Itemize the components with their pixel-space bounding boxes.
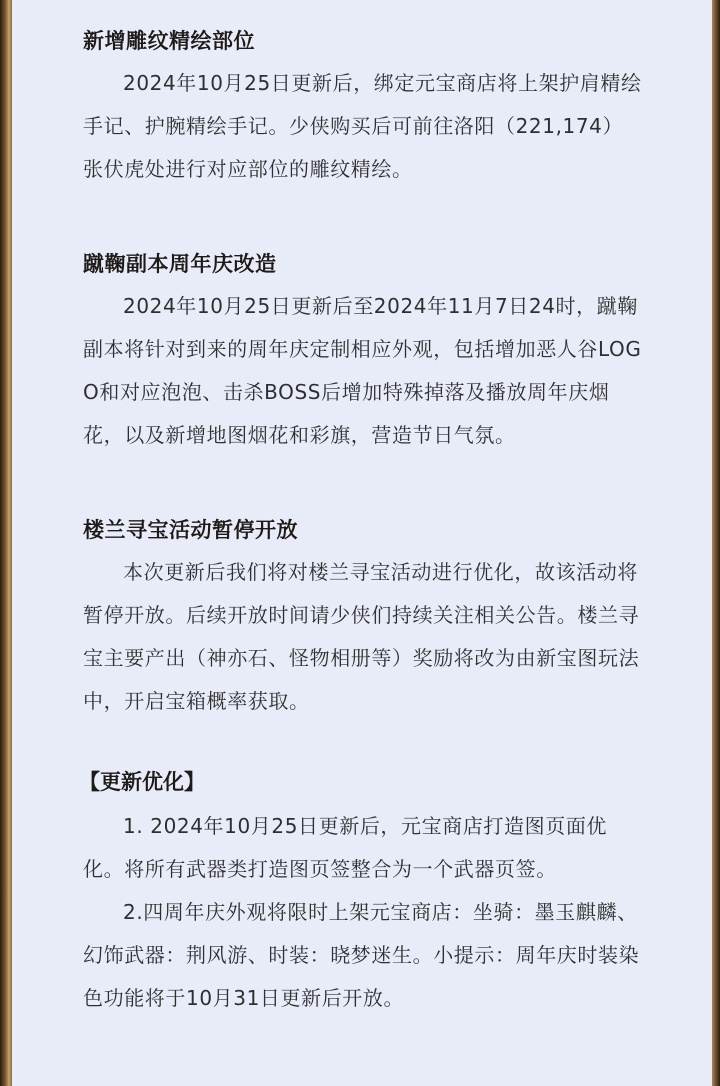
section-paragraph: 2024年10月25日更新后，绑定元宝商店将上架护肩精绘手记、护腕精绘手记。少侠购买后可前往洛阳（221,174）张伏虎处进行对应部位的雕纹精绘。 — [83, 71, 642, 181]
section-paragraph: 2024年10月25日更新后至2024年11月7日24时，蹴鞠副本将针对到来的周年庆定制相应外观，包括增加恶人谷LOGO和对应泡泡、击杀BOSS后增加特殊掉落及播放周年庆烟花，以及新增地图烟花和彩旗，营造节日气氛。 — [83, 294, 642, 447]
section-heading: 蹴鞠副本周年庆改造 — [83, 252, 277, 276]
announcement-content — [79, 20, 643, 1072]
announcement-panel[interactable] — [12, 0, 712, 1086]
section-carving — [83, 20, 643, 191]
section-heading: 楼兰寻宝活动暂停开放 — [83, 518, 298, 542]
section-cuju — [83, 243, 643, 457]
section-heading: 新增雕纹精绘部位 — [83, 29, 255, 53]
section-heading: 【更新优化】 — [79, 770, 205, 794]
section-paragraph: 2.四周年庆外观将限时上架元宝商店：坐骑：墨玉麒麟、幻饰武器：荆风游、时装：晓梦迷生。小提示：周年庆时装染色功能将于10月31日更新后开放。 — [83, 900, 640, 1010]
section-paragraph: 本次更新后我们将对楼兰寻宝活动进行优化，故该活动将暂停开放。后续开放时间请少侠们持续关注相关公告。楼兰寻宝主要产出（神亦石、怪物相册等）奖励将改为由新宝图玩法中，开启宝箱概率获取。 — [83, 560, 640, 713]
section-loulan — [83, 509, 643, 723]
left-frame-border — [0, 0, 12, 1086]
right-frame-border — [712, 0, 720, 1086]
section-paragraph: 1. 2024年10月25日更新后，元宝商店打造图页面优化。将所有武器类打造图页签整合为一个武器页签。 — [83, 814, 608, 881]
section-optimization — [79, 761, 643, 1020]
